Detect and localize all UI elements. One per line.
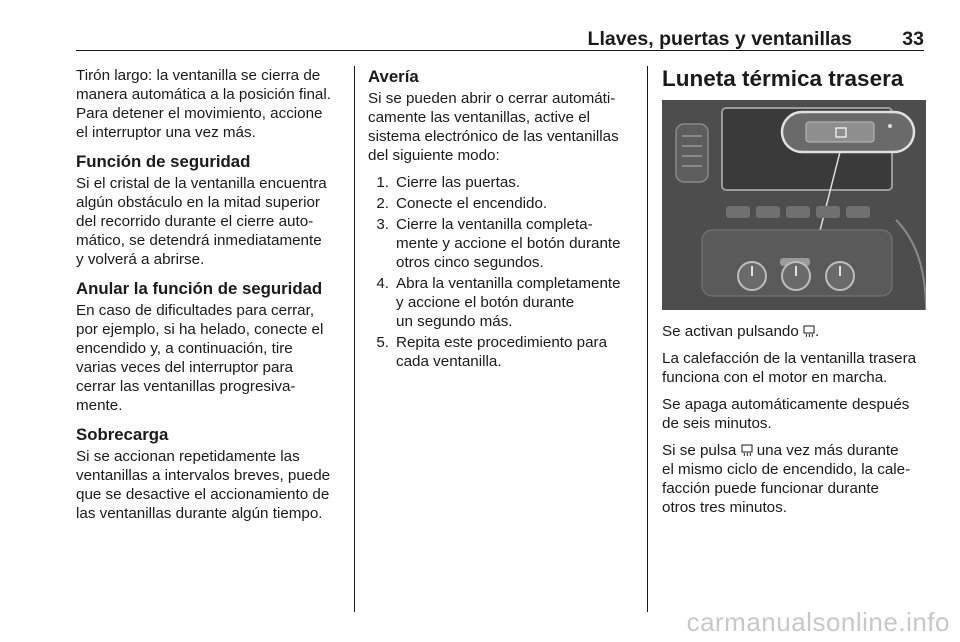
text-line: por ejemplo, si ha helado, conecte el — [76, 321, 324, 338]
rear-window-heater-icon — [803, 325, 815, 338]
text-line: mente y accione el botón durante — [396, 235, 621, 252]
text-line: varias veces del interruptor para — [76, 359, 293, 376]
column-divider — [354, 66, 355, 612]
text-line: En caso de dificultades para cerrar, — [76, 302, 315, 319]
text-line: funciona con el motor en marcha. — [662, 369, 888, 386]
text-line: facción puede funcionar durante — [662, 480, 880, 497]
safety-heading: Función de seguridad — [76, 152, 251, 171]
page-header — [76, 28, 924, 51]
text-line: mente. — [76, 397, 123, 414]
step-item — [368, 333, 634, 371]
step-item — [368, 215, 634, 272]
overload-paragraph — [76, 447, 346, 523]
dashboard-drawing — [662, 100, 926, 310]
fault-heading: Avería — [368, 67, 419, 86]
section-title: Llaves, puertas y ventanillas — [587, 28, 852, 50]
text-line: y volverá a abrirse. — [76, 251, 205, 268]
overload-heading: Sobrecarga — [76, 425, 169, 444]
activation-paragraph — [662, 322, 928, 341]
text-fragment: Si se pulsa — [662, 442, 741, 459]
watermark: carmanualsonline.info — [686, 607, 950, 637]
step-number: 2. — [376, 195, 389, 212]
text-fragment: . — [815, 323, 820, 340]
text-line: otros tres minutos. — [662, 499, 787, 516]
column-right — [662, 66, 928, 525]
intro-paragraph — [76, 66, 346, 142]
text-line: de seis minutos. — [662, 415, 772, 432]
step-item — [368, 274, 634, 331]
text-line: Si se accionan repetidamente las — [76, 448, 300, 465]
fault-paragraph — [368, 89, 634, 165]
rear-defroster-heading: Luneta térmica trasera — [662, 66, 904, 91]
text-line: Cierre las puertas. — [396, 174, 521, 191]
repeat-paragraph — [662, 441, 928, 517]
dashboard-illustration — [662, 100, 926, 310]
text-line: que se desactive el accionamiento de — [76, 486, 330, 503]
text-line: el interruptor una vez más. — [76, 124, 256, 141]
text-line: Se apaga automáticamente después — [662, 396, 910, 413]
override-paragraph — [76, 301, 346, 415]
step-item — [368, 173, 634, 192]
text-line: un segundo más. — [396, 313, 513, 330]
text-line: y accione el botón durante — [396, 294, 575, 311]
page-number: 33 — [902, 28, 924, 50]
text-line: cerrar las ventanillas progresiva- — [76, 378, 296, 395]
text-line: manera automática a la posición final. — [76, 86, 331, 103]
step-number: 1. — [376, 174, 389, 191]
text-line: camente las ventanillas, active el — [368, 109, 591, 126]
text-line: ventanillas a intervalos breves, puede — [76, 467, 331, 484]
engine-paragraph — [662, 349, 928, 387]
column-divider — [647, 66, 648, 612]
safety-paragraph — [76, 174, 346, 269]
text-line: La calefacción de la ventanilla trasera — [662, 350, 917, 367]
text-line: encendido y, a continuación, tire — [76, 340, 293, 357]
text-line: Conecte el encendido. — [396, 195, 548, 212]
step-number: 3. — [376, 216, 389, 233]
text-fragment: Se activan pulsando — [662, 323, 804, 340]
text-line: Para detener el movimiento, accione — [76, 105, 323, 122]
text-line: mático, se detendrá inmediatamente — [76, 232, 322, 249]
text-line: cada ventanilla. — [396, 353, 502, 370]
step-item — [368, 194, 634, 213]
text-line: Abra la ventanilla completamente — [396, 275, 621, 292]
text-line: del recorrido durante el cierre auto- — [76, 213, 314, 230]
text-line: sistema electrónico de las ventanillas — [368, 128, 619, 145]
column-left — [76, 66, 346, 531]
rear-window-heater-icon — [741, 444, 753, 457]
text-line: algún obstáculo en la mitad superior — [76, 194, 320, 211]
text-line: Repita este procedimiento para — [396, 334, 608, 351]
column-middle — [368, 66, 634, 373]
text-line: las ventanillas durante algún tiempo. — [76, 505, 323, 522]
text-line: Cierre la ventanilla completa- — [396, 216, 593, 233]
text-line: del siguiente modo: — [368, 147, 500, 164]
text-line: Tirón largo: la ventanilla se cierra de — [76, 67, 321, 84]
step-number: 5. — [376, 334, 389, 351]
text-line: el mismo ciclo de encendido, la cale- — [662, 461, 911, 478]
text-line: Si el cristal de la ventanilla encuentra — [76, 175, 327, 192]
override-heading: Anular la función de seguridad — [76, 279, 323, 298]
text-fragment: una vez más durante — [752, 442, 899, 459]
text-line: otros cinco segundos. — [396, 254, 544, 271]
auto-off-paragraph — [662, 395, 928, 433]
text-line: Si se pueden abrir o cerrar automáti- — [368, 90, 616, 107]
step-number: 4. — [376, 275, 389, 292]
